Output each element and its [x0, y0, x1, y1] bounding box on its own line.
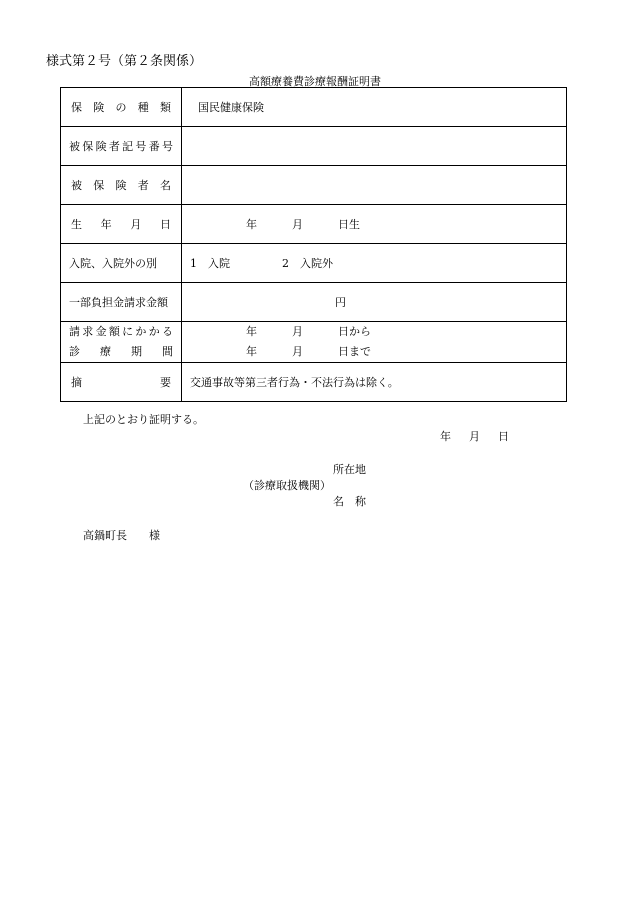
label-copay: 一部負担金請求金額	[69, 296, 168, 309]
label-admission: 入院、入院外の別	[69, 257, 157, 270]
value-insured-number	[182, 127, 567, 166]
label-insured-number: 被 保 険 者 記 号 番 号	[69, 140, 173, 153]
label-insurance-type: 保 険 の 種 類	[71, 101, 171, 114]
option-inpatient: 1 入院	[190, 257, 230, 270]
row-insurance-type	[61, 88, 567, 127]
issuer-institution-label: （診療取扱機関）	[243, 479, 331, 492]
row-insured-name	[61, 166, 567, 205]
value-admission	[182, 244, 566, 282]
row-period	[61, 322, 567, 363]
option-outpatient: 2 入院外	[282, 257, 333, 270]
row-remarks	[61, 363, 567, 402]
certificate-table	[60, 87, 567, 402]
row-birth-date	[61, 205, 567, 244]
label-period: 請 求 金 額 に か か る 診 療 期 間	[69, 325, 173, 358]
label-birth-date: 生 年 月 日	[71, 218, 171, 231]
value-copay: 円	[335, 296, 346, 309]
row-copay	[61, 283, 567, 322]
form-number: 様式第２号（第２条関係）	[46, 54, 203, 69]
value-period: 年 月 日から 年 月 日まで	[246, 325, 371, 358]
certification-statement: 上記のとおり証明する。	[83, 413, 204, 426]
value-birth-date: 年 月 日生	[246, 218, 360, 231]
label-insured-name: 被 保 険 者 名	[71, 179, 171, 192]
label-remarks: 摘 要	[71, 376, 171, 389]
document-title: 高額療養費診療報酬証明書	[249, 75, 381, 88]
row-admission	[61, 244, 567, 283]
value-remarks: 交通事故等第三者行為・不法行為は除く。	[190, 376, 399, 389]
value-insurance-type: 国民健康保険	[198, 101, 264, 114]
addressee: 高鍋町長 様	[83, 529, 160, 542]
issuer-name-label: 名 称	[333, 495, 366, 508]
certification-date: 年 月 日	[440, 430, 509, 443]
issuer-location-label: 所在地	[333, 463, 366, 476]
row-insured-number	[61, 127, 567, 166]
